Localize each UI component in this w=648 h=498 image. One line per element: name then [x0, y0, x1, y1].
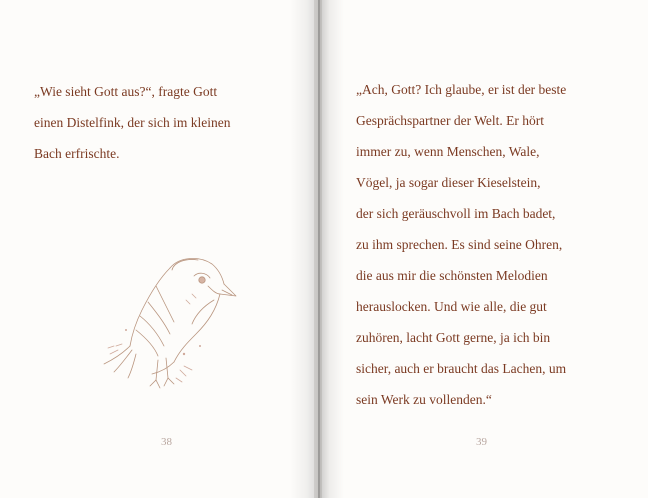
text-line: „Ach, Gott? Ich glaube, er ist der beste [356, 82, 567, 97]
page-number-right: 39 [476, 436, 487, 448]
text-line: Gesprächspartner der Welt. Er hört [356, 113, 544, 128]
left-page [0, 0, 314, 498]
text-line: der sich geräuschvoll im Bach badet, [356, 206, 556, 221]
gutter-shadow-left [290, 0, 320, 498]
page-number-left: 38 [161, 436, 172, 448]
text-line: einen Distelfink, der sich im kleinen [34, 115, 231, 130]
text-line: die aus mir die schönsten Melodien [356, 268, 548, 283]
left-page-text [34, 76, 230, 169]
text-line: zuhören, lacht Gott gerne, ja ich bin [356, 330, 551, 345]
text-line: immer zu, wenn Menschen, Wale, [356, 144, 540, 159]
goldfinch-illustration [96, 250, 246, 400]
text-line: Vögel, ja sogar dieser Kieselstein, [356, 175, 541, 190]
text-line: Bach erfrischte. [34, 146, 120, 161]
gutter-shadow-right [318, 0, 344, 498]
right-page-text [356, 74, 566, 415]
text-line: sicher, auch er braucht das Lachen, um [356, 361, 567, 376]
text-line: zu ihm sprechen. Es sind seine Ohren, [356, 237, 563, 252]
text-line: sein Werk zu vollenden.“ [356, 392, 492, 407]
text-line: „Wie sieht Gott aus?“, fragte Gott [34, 84, 218, 99]
text-line: herauslocken. Und wie alle, die gut [356, 299, 547, 314]
